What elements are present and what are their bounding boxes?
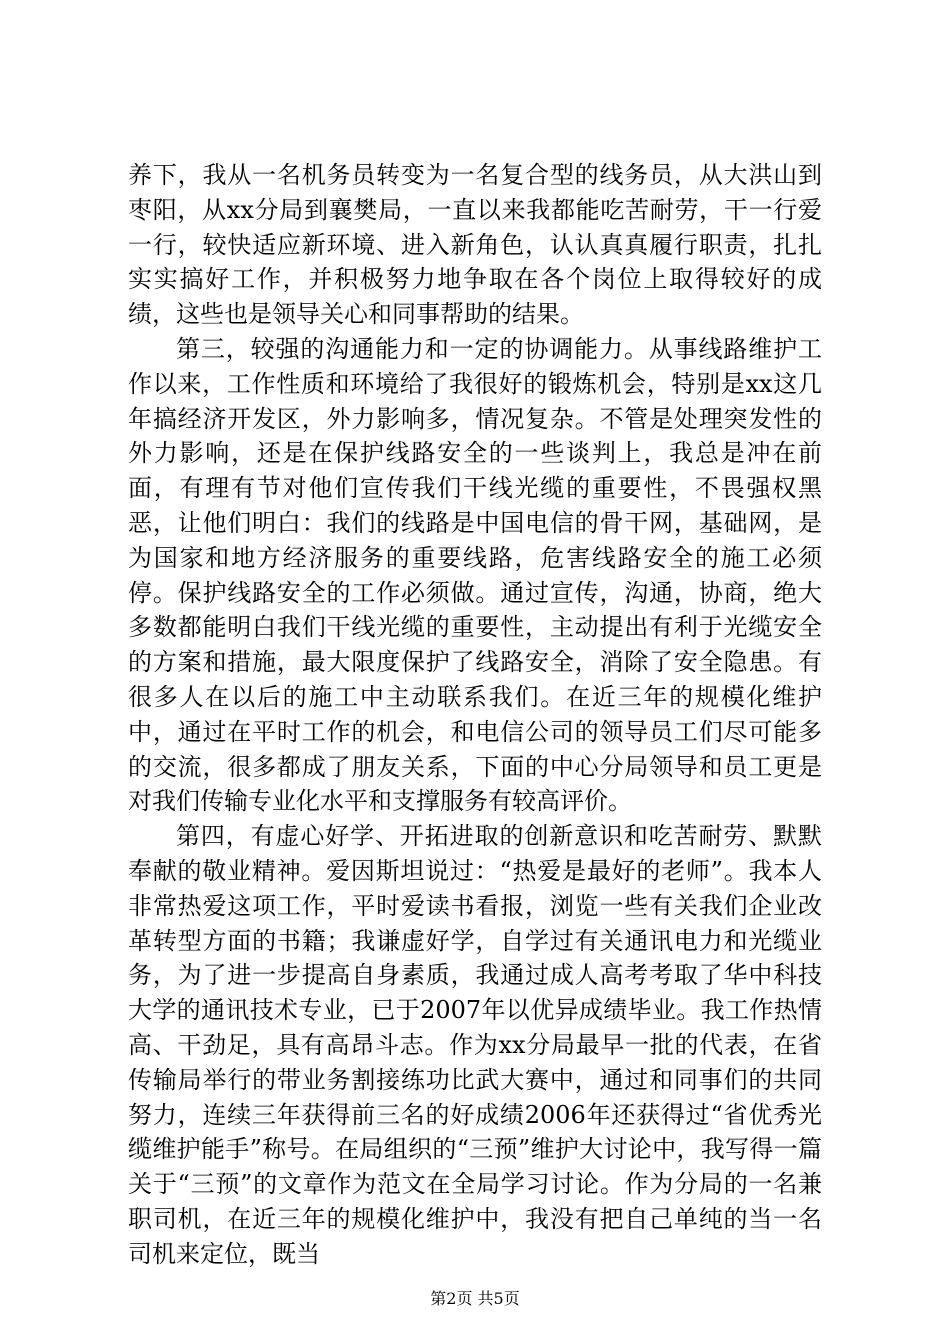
document-body [128,158,822,1272]
paragraph-third-point: 第三，较强的沟通能力和一定的协调能力。从事线路维护工作以来，工作性质和环境给了我很好的锻炼机会，特别是xx这几年搞经济开发区，外力影响多，情况复杂。不管是处理突发性的外力影响，还是在保护线路安全的一些谈判上，我总是冲在前面，有理有节对他们宣传我们干线光缆的重要性，不畏强权黑恶，让他们明白：我们的线路是中国电信的骨干网，基础网，是为国家和地方经济服务的重要线路，危害线路安全的施工必须停。保护线路安全的工作必须做。通过宣传，沟通，协商，绝大多数都能明白我们干线光缆的重要性，主动提出有利于光缆安全的方案和措施，最大限度保护了线路安全，消除了安全隐患。有很多人在以后的施工中主动联系我们。在近三年的规模化维护中，通过在平时工作的机会，和电信公司的领导员工们尽可能多的交流，很多都成了朋友关系，下面的中心分局领导和员工更是对我们传输专业化水平和支撑服务有较高评价。 [128,334,822,816]
paragraph-fourth-point: 第四，有虚心好学、开拓进取的创新意识和吃苦耐劳、默默奉献的敬业精神。爱因斯坦说过：“热爱是最好的老师”。我本人非常热爱这项工作，平时爱读书看报，浏览一些有关我们企业改革转型方面的书籍；我谦虚好学，自学过有关通讯电力和光缆业务，为了进一步提高自身素质，我通过成人高考考取了华中科技大学的通讯技术专业，已于2007年以优异成绩毕业。我工作热情高、干劲足，具有高昂斗志。作为xx分局最早一批的代表，在省传输局举行的带业务割接练功比武大赛中，通过和同事们的共同努力，连续三年获得前三名的好成绩2006年还获得过“省优秀光缆维护能手”称号。在局组织的“三预”维护大讨论中，我写得一篇关于“三预”的文章作为范文在全局学习讨论。作为分局的一名兼职司机，在近三年的规模化维护中，我没有把自己单纯的当一名司机来定位，既当 [128,822,822,1268]
paragraph-continuation: 养下，我从一名机务员转变为一名复合型的线务员，从大洪山到枣阳，从xx分局到襄樊局，一直以来我都能吃苦耐劳，干一行爱一行，较快适应新环境、进入新角色，认认真真履行职责，扎扎实实搞好工作，并积极努力地争取在各个岗位上取得较好的成绩，这些也是领导关心和同事帮助的结果。 [128,161,822,329]
page-number-footer: 第2页 共5页 [430,1289,520,1308]
